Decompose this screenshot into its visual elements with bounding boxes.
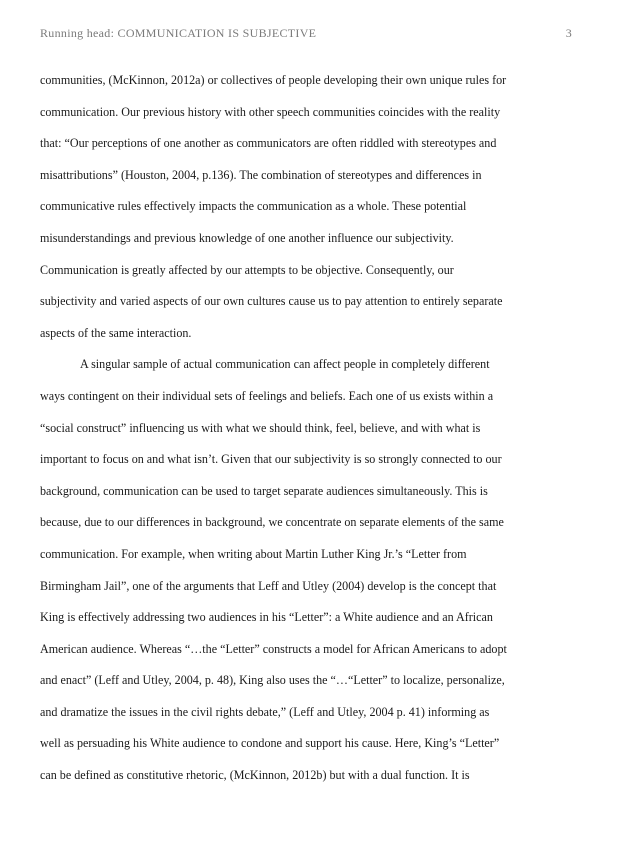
paragraph: [40, 72, 572, 356]
body-text: [40, 72, 572, 799]
text-line: and dramatize the issues in the civil rights debate,” (Leff and Utley, 2004 p. 41) informing as: [40, 704, 490, 719]
paragraph: [40, 356, 572, 798]
text-line: misunderstandings and previous knowledge of one another influence our subjectivity.: [40, 230, 454, 245]
text-line: A singular sample of actual communication can affect people in completely different: [80, 357, 490, 372]
text-line: communicative rules effectively impacts the communication as a whole. These potential: [40, 199, 467, 214]
text-line: American audience. Whereas “…the “Letter” constructs a model for African Americans to adopt: [40, 641, 507, 656]
text-line: “social construct” influencing us with what we should think, feel, believe, and with what is: [40, 420, 481, 435]
text-line: background, communication can be used to target separate audiences simultaneously. This is: [40, 483, 488, 498]
text-line: ways contingent on their individual sets of feelings and beliefs. Each one of us exists within a: [40, 388, 494, 403]
text-line: Birmingham Jail”, one of the arguments that Leff and Utley (2004) develop is the concept that: [40, 578, 497, 593]
text-line: Communication is greatly affected by our attempts to be objective. Consequently, our: [40, 262, 454, 277]
text-line: well as persuading his White audience to condone and support his cause. Here, King’s “Letter”: [40, 736, 500, 751]
text-line: can be defined as constitutive rhetoric, (McKinnon, 2012b) but with a dual function. It is: [40, 768, 470, 783]
text-line: important to focus on and what isn’t. Given that our subjectivity is so strongly connected to our: [40, 452, 502, 467]
text-line: communication. For example, when writing about Martin Luther King Jr.’s “Letter from: [40, 546, 467, 561]
text-line: and enact” (Leff and Utley, 2004, p. 48), King also uses the “…“Letter” to localize, personalize,: [40, 673, 505, 688]
running-head: Running head: COMMUNICATION IS SUBJECTIVE: [40, 26, 317, 40]
page-header: [40, 26, 572, 42]
text-line: communities, (McKinnon, 2012a) or collectives of people developing their own unique rules for: [40, 73, 507, 87]
text-line: aspects of the same interaction.: [40, 325, 192, 340]
text-line: misattributions” (Houston, 2004, p.136). The combination of stereotypes and differences in: [40, 167, 482, 182]
page-number: 3: [565, 26, 572, 40]
text-line: communication. Our previous history with other speech communities coincides with the reality: [40, 104, 501, 119]
text-line: King is effectively addressing two audiences in his “Letter”: a White audience and an African: [40, 610, 493, 625]
text-line: because, due to our differences in background, we concentrate on separate elements of the same: [40, 515, 504, 530]
text-line: that: “Our perceptions of one another as communicators are often riddled with stereotypes and: [40, 136, 497, 151]
text-line: subjectivity and varied aspects of our own cultures cause us to pay attention to entirely separate: [40, 294, 503, 309]
